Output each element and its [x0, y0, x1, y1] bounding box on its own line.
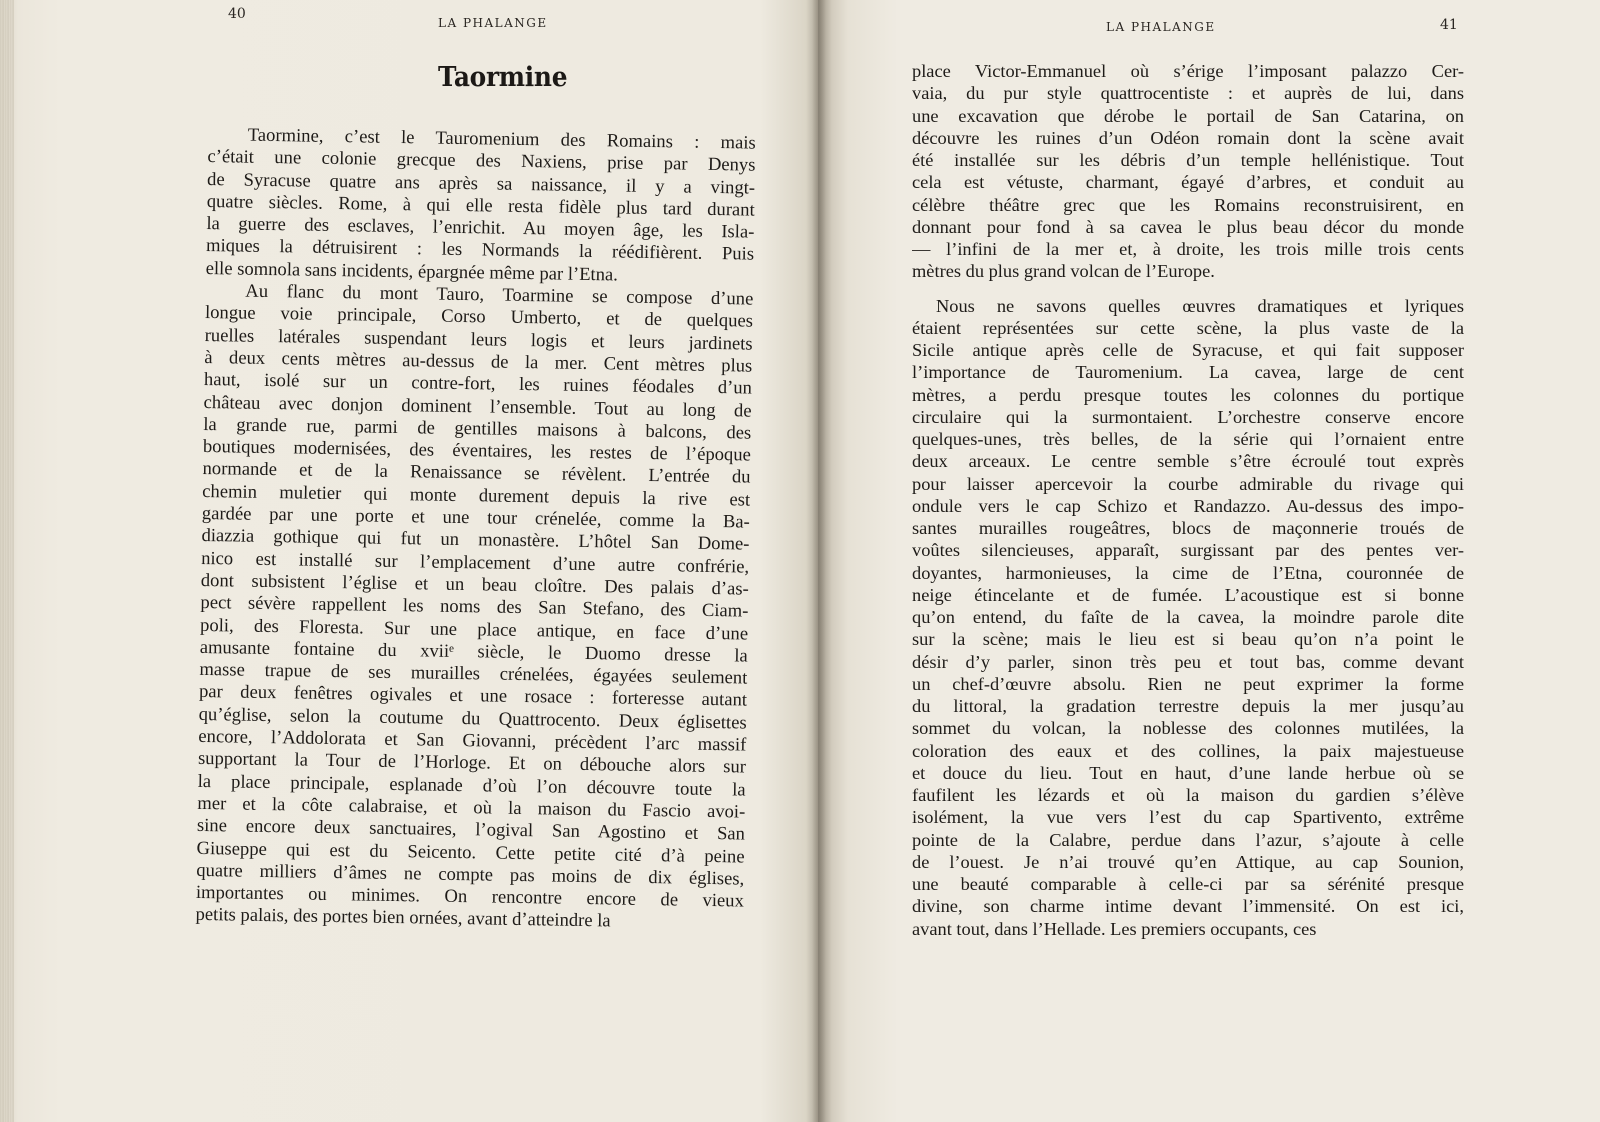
text-line: Giuseppe qui est du Seicento. Cette petite cité d’à peine [196, 837, 745, 868]
text-line: c’était une colonie grecque des Naxiens, prise par Denys [207, 146, 756, 176]
text-line: de l’ouest. Je n’ai trouvé qu’en Attique, au cap Sounion, [912, 851, 1464, 872]
text-line: avant tout, dans l’Hellade. Les premiers occupants, ces [912, 918, 1317, 939]
text-line: de Syracuse quatre ans après sa naissance, il y a vingt- [206, 168, 756, 199]
text-line: découvre les ruines d’un Odéon romain dont la scène avait [912, 127, 1464, 148]
text-line: circulaire qui la surmontaient. L’orchestre conserve encore [912, 406, 1464, 427]
left-page-number: 40 [228, 6, 246, 22]
text-line: quatre siècles. Rome, à qui elle resta fidèle plus tard durant [206, 190, 755, 221]
left-body-text [195, 124, 756, 935]
text-line: sommet du volcan, la noblesse des colonnes mutilées, la [912, 718, 1464, 739]
text-line: diazzia gothique qui fut un monastère. L’hôtel San Dome- [201, 525, 750, 555]
text-line: boutiques modernisées, des éventaires, les restes de l’époque [202, 436, 752, 466]
text-line: encore, l’Addolorata et San Giovanni, précèdent l’arc massif [198, 725, 747, 756]
text-line: à deux cents mètres au-dessus de la mer. Cent mètres plus [204, 346, 753, 377]
paragraph-gap [912, 283, 1464, 295]
article-title: Taormine [438, 62, 568, 93]
text-line: gardée par une porte et une tour crénelée, comme la Ba- [201, 503, 750, 533]
text-line: la place principale, esplanade d’où l’on découvre toute la [197, 770, 746, 801]
text-line: l’importance de Tauromenium. La cavea, large de cent [912, 362, 1464, 383]
text-line: — l’infini de la mer et, à droite, les trois mille trois cents [912, 239, 1464, 259]
text-line: donnant pour fond à sa cavea le plus beau décor du monde [912, 216, 1464, 237]
text-line: Sicile antique après celle de Syracuse, et qui fait supposer [912, 340, 1464, 360]
right-body-text [912, 60, 1464, 940]
text-line: château avec donjon dominent l’ensemble. Tout au long de [203, 391, 752, 422]
text-line: miques la détruisirent : les Normands la réédifièrent. Puis [205, 235, 755, 266]
text-line: quelques-unes, très belles, de la série qui l’ornaient entre [912, 429, 1464, 449]
text-line: faufilent les lézards et où la maison du gardien s’élève [912, 785, 1464, 805]
book-gutter [806, 0, 832, 1122]
text-line: mètres, a perdu presque toutes les colonnes du portique [912, 384, 1464, 405]
text-line: normande et de la Renaissance se révèlent. L’entrée du [202, 458, 751, 489]
text-line: mer et la côte calabraise, et où la maison du Fascio avoi- [197, 792, 746, 823]
left-running-head: LA PHALANGE [438, 16, 548, 30]
text-line: une beauté comparable à celle-ci par sa sérénité presque [912, 874, 1464, 894]
text-line: voûtes silencieuses, apparaît, surgissant par des pentes ver- [912, 540, 1464, 561]
text-line: coloration des eaux et des collines, la paix majestueuse [912, 740, 1464, 761]
text-line: mètres du plus grand volcan de l’Europe. [912, 261, 1215, 282]
text-line: Nous ne savons quelles œuvres dramatiques et lyriques [936, 295, 1464, 316]
text-line: importantes ou minimes. On rencontre encore de vieux [195, 882, 745, 912]
text-line: doyantes, harmonieuses, la cime de l’Etna, couronnée de [912, 562, 1464, 583]
text-line: pour laisser apercevoir la courbe admirable du rivage qui [912, 473, 1464, 494]
text-line: du littoral, la gradation terrestre depuis la mer jusqu’au [912, 696, 1464, 716]
text-line: Au flanc du mont Tauro, Toarmine se compose d’une [245, 280, 754, 310]
text-line: été installée sur les débris d’un temple hellénistique. Tout [912, 150, 1464, 170]
text-line: cela est vétuste, charmant, égayé d’arbres, et conduit au [912, 172, 1464, 193]
text-line: longue voie principale, Corso Umberto, et de quelques [204, 302, 754, 332]
text-line: qu’église, selon la coutume du Quattrocento. Deux églisettes [198, 703, 747, 734]
text-line: nico est installé sur l’emplacement d’une autre confrérie, [201, 547, 750, 578]
text-line: célèbre théâtre grec que les Romains reconstruisirent, en [912, 194, 1464, 215]
text-line: neige étincelante et de fumée. L’acoustique est si bonne [912, 584, 1464, 605]
text-line: masse trapue de ses murailles crénelées, égayées seulement [199, 659, 748, 689]
text-line: pointe de la Calabre, perdue dans l’azur, s’ajoute à celle [912, 829, 1464, 850]
text-line: amusante fontaine du xviiᵉ siècle, le Duomo dresse la [199, 636, 748, 667]
right-running-head: LA PHALANGE [1106, 20, 1216, 34]
text-line: petits palais, des portes bien ornées, avant d’atteindre la [195, 904, 611, 932]
text-line: deux arceaux. Le centre semble s’être écroulé tout exprès [912, 451, 1464, 472]
page-edge [0, 0, 14, 1122]
text-line: haut, isolé sur un contre-fort, les ruines féodales d’un [203, 369, 753, 399]
text-line: et douce du lieu. Tout en haut, d’une lande herbue où se [912, 762, 1464, 783]
text-line: Taormine, c’est le Tauromenium des Romains : mais [247, 124, 756, 154]
text-line: pect sévère rappellent les noms des San Stefano, des Ciam- [200, 592, 749, 622]
text-line: la guerre des esclaves, l’enrichit. Au moyen âge, les Isla- [206, 213, 755, 243]
text-line: poli, des Floresta. Sur une place antique, en face d’une [199, 614, 749, 645]
text-line: chemin muletier qui monte durement depuis la rive est [202, 480, 751, 511]
text-line: vaia, du pur style quattrocentiste : et auprès de lui, dans [912, 83, 1464, 104]
text-line: sur la scène; mais le lieu est si beau qu’on n’a point le [912, 629, 1464, 650]
text-line: santes murailles rougeâtres, blocs de maçonnerie troués de [912, 518, 1464, 538]
text-line: sine encore deux sanctuaires, l’ogival San Agostino et San [196, 815, 746, 845]
text-line: par deux fenêtres ogivales et une rosace : forteresse autant [198, 681, 748, 711]
text-line: isolément, la vue vers l’est du cap Spartivento, extrême [912, 807, 1464, 828]
text-line: étaient représentées sur cette scène, la plus vaste de la [912, 317, 1464, 338]
text-line: dont subsistent l’église et un beau cloître. Des palais d’as- [200, 569, 749, 600]
text-line: supportant la Tour de l’Horloge. Et on débouche alors sur [197, 748, 747, 778]
text-line: place Victor-Emmanuel où s’érige l’imposant palazzo Cer- [912, 61, 1464, 81]
text-line: divine, son charme intime devant l’immensité. On est ici, [912, 896, 1464, 917]
text-line: la grande rue, parmi de gentilles maisons à balcons, des [203, 413, 752, 444]
right-page-number: 41 [1440, 17, 1458, 33]
text-line: une excavation que dérobe le portail de San Catarina, on [912, 105, 1464, 126]
text-line: un chef-d’œuvre absolu. Rien ne peut exprimer la forme [912, 673, 1464, 694]
text-line: qu’on entend, du faîte de la cavea, la moindre parole dite [912, 607, 1464, 627]
text-line: ondule vers le cap Schizo et Randazzo. Au-dessus des impo- [912, 495, 1464, 516]
text-line: quatre milliers d’âmes ne compte pas moins de dix églises, [196, 859, 745, 890]
text-line: ruelles latérales suspendant leurs logis et leurs jardinets [204, 324, 753, 355]
text-line: désir d’y parler, sinon très peu et tout bas, comme devant [912, 651, 1464, 672]
text-line: elle somnola sans incidents, épargnée même par l’Etna. [205, 257, 619, 286]
